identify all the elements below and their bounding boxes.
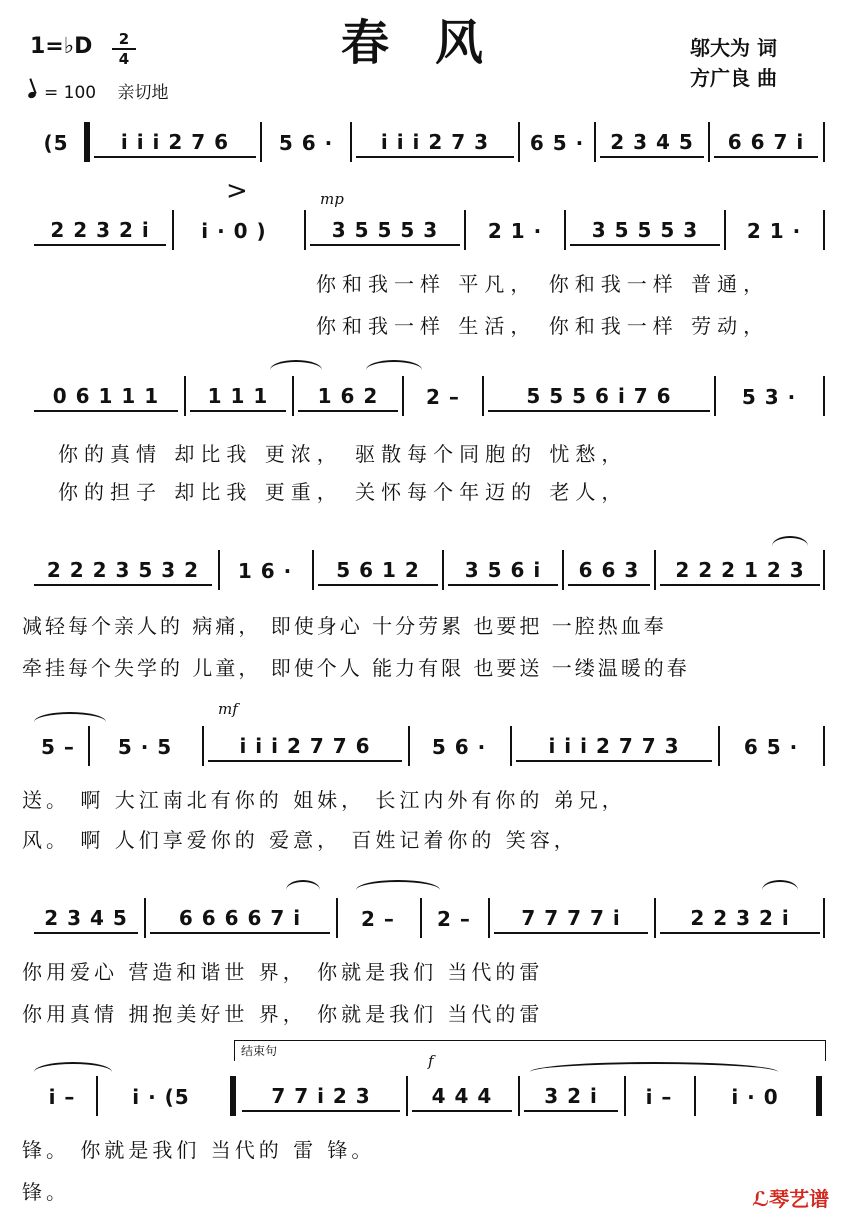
music-line-1 <box>34 128 827 158</box>
tie-arc <box>34 712 106 732</box>
measure: 2 – <box>361 907 395 931</box>
measure: 2 – <box>426 385 460 409</box>
measure: 2 1 · <box>487 219 543 243</box>
measure: i i i 2 7 7 6 <box>208 732 402 762</box>
tie-arc <box>772 536 808 556</box>
lyrics-verse-1: 减轻每个亲人的 病痛， 即使身心 十分劳累 也要把 一腔热血奉 <box>22 614 667 638</box>
measure: 5 · 5 <box>117 735 173 759</box>
measure: 2 2 3 2 i <box>34 216 166 246</box>
ending-bracket <box>234 1040 826 1061</box>
measure: i · 0 ) <box>201 219 267 243</box>
measure: 3 2 i <box>524 1082 618 1112</box>
quarter-note-icon <box>27 91 37 99</box>
measure: 1 6 · <box>237 559 293 583</box>
music-line-3 <box>34 382 827 412</box>
measure: 6 5 · <box>529 131 585 155</box>
measure: 6 5 · <box>743 735 799 759</box>
lyrics-verse-1: 锋。 你就是我们 当代的 雷 锋。 <box>22 1138 376 1162</box>
logo-icon: ℒ <box>752 1187 770 1211</box>
measure: 7 7 i 2 3 <box>242 1082 400 1112</box>
measure: 5 6 1 2 <box>318 556 438 586</box>
dynamic-f: f <box>428 1052 434 1070</box>
watermark-logo: ℒ琴艺谱 <box>752 1187 830 1211</box>
lyrics-verse-2: 锋。 <box>22 1180 70 1204</box>
measure: 2 3 4 5 <box>34 904 138 934</box>
tie-arc <box>530 1062 778 1082</box>
tie-arc <box>762 880 798 900</box>
measure: 4 4 4 <box>412 1082 512 1112</box>
measure: 2 3 4 5 <box>600 128 704 158</box>
measure: i i i 2 7 3 <box>356 128 514 158</box>
measure: (5 <box>43 131 69 155</box>
measure: 3 5 5 5 3 <box>310 216 460 246</box>
measure: 1 1 1 <box>190 382 286 412</box>
dynamic-mf: mf <box>218 700 238 718</box>
lyrics-verse-2: 你的担子 却比我 更重， 关怀每个年迈的 老人， <box>58 480 628 504</box>
music-line-4 <box>34 556 827 586</box>
measure: 5 3 · <box>741 385 797 409</box>
composer: 方广良 曲 <box>690 66 777 90</box>
time-signature: 2 4 <box>112 30 136 68</box>
measure: 5 6 · <box>278 131 334 155</box>
measure: 6 6 3 <box>568 556 650 586</box>
measure: 3 5 6 i <box>448 556 558 586</box>
lyrics-verse-2: 你和我一样 生活， 你和我一样 劳动， <box>316 314 770 338</box>
measure: i · 0 <box>731 1085 779 1109</box>
music-line-7 <box>34 1082 827 1112</box>
measure: i · (5 <box>132 1085 190 1109</box>
measure: 0 6 1 1 1 <box>34 382 178 412</box>
measure: 6 6 6 6 7 i <box>150 904 330 934</box>
measure: 2 2 2 1 2 3 <box>660 556 820 586</box>
measure: 2 2 3 2 i <box>660 904 820 934</box>
lyrics-verse-1: 你和我一样 平凡， 你和我一样 普通， <box>316 272 770 296</box>
lyrics-verse-2: 风。 啊 人们享爱你的 爱意， 百姓记着你的 笑容， <box>22 828 578 852</box>
dynamic-mp: mp <box>320 190 344 208</box>
music-line-5 <box>34 732 827 762</box>
measure: 2 – <box>437 907 471 931</box>
measure: 2 1 · <box>746 219 802 243</box>
measure: i i i 2 7 7 3 <box>516 732 712 762</box>
tie-arc <box>366 360 422 380</box>
measure: 5 6 · <box>431 735 487 759</box>
measure: i – <box>645 1085 673 1109</box>
ending-label: 结束句 <box>241 1044 278 1058</box>
music-line-6 <box>34 904 827 934</box>
tie-arc <box>34 1062 112 1082</box>
measure: 7 7 7 7 i <box>494 904 648 934</box>
measure: 5 5 5 6 i 7 6 <box>488 382 710 412</box>
lyricist: 邬大为 词 <box>690 36 777 60</box>
lyrics-verse-1: 你用爱心 营造和谐世 界， 你就是我们 当代的雷 <box>22 960 544 984</box>
music-line-2 <box>34 216 827 246</box>
measure: 2 2 2 3 5 3 2 <box>34 556 212 586</box>
lyrics-verse-2: 牵挂每个失学的 儿童， 即使个人 能力有限 也要送 一缕温暖的春 <box>22 656 690 680</box>
measure: 5 – <box>41 735 75 759</box>
song-title: 春风 <box>340 15 529 71</box>
lyrics-verse-2: 你用真情 拥抱美好世 界， 你就是我们 当代的雷 <box>22 1002 544 1026</box>
tie-arc <box>356 880 440 900</box>
tempo-marking: = 100 亲切地 <box>28 78 169 103</box>
accent-mark: > <box>226 176 248 206</box>
measure: 3 5 5 5 3 <box>570 216 720 246</box>
tie-arc <box>286 880 320 900</box>
measure: 1 6 2 <box>298 382 398 412</box>
key-signature: 1=♭D <box>30 34 93 59</box>
measure: i – <box>48 1085 76 1109</box>
measure: 6 6 7 i <box>714 128 818 158</box>
tie-arc <box>270 360 322 380</box>
lyrics-verse-1: 送。 啊 大江南北有你的 姐妹， 长江内外有你的 弟兄， <box>22 788 626 812</box>
measure: i i i 2 7 6 <box>94 128 256 158</box>
lyrics-verse-1: 你的真情 却比我 更浓， 驱散每个同胞的 忧愁， <box>58 442 628 466</box>
